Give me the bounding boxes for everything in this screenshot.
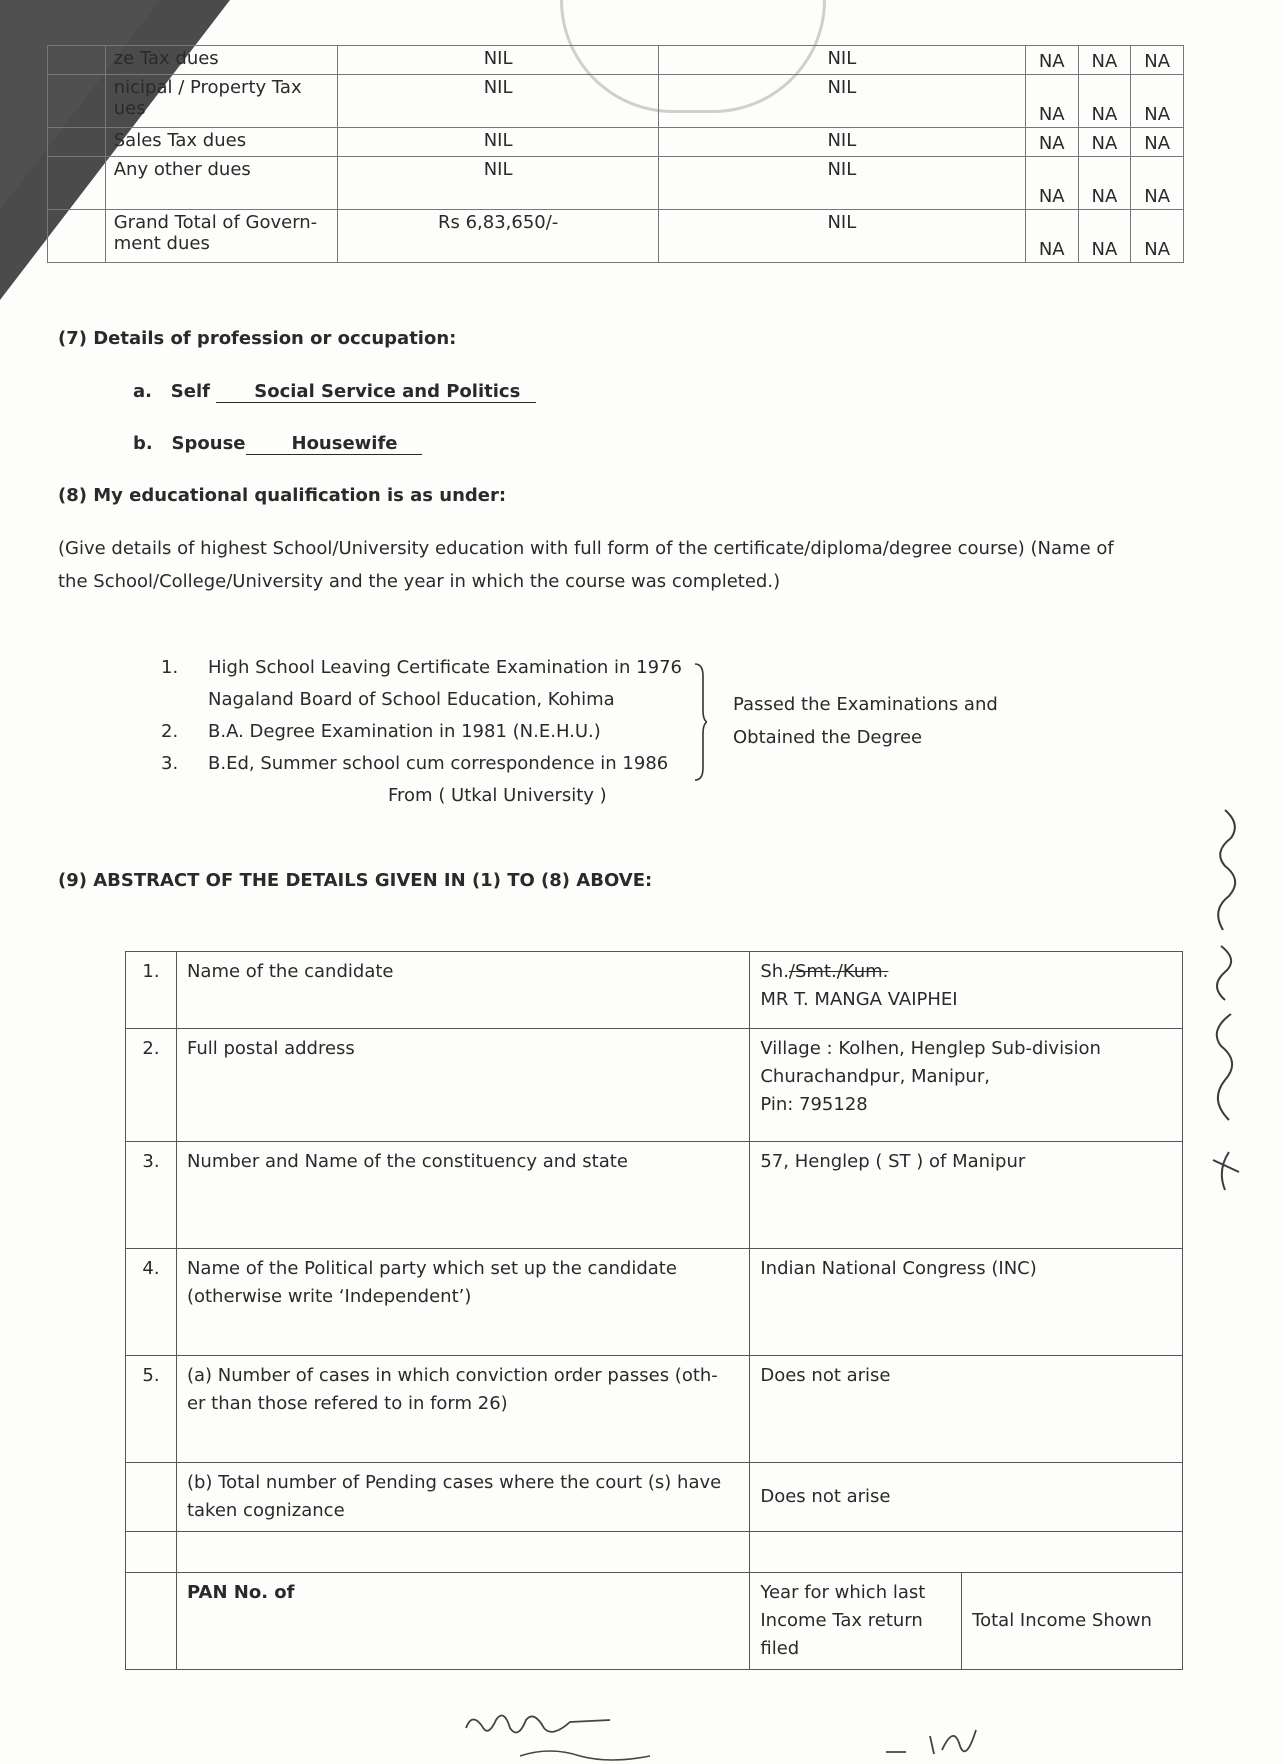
dues-cell-blank xyxy=(48,75,106,128)
education-item-detail: Nagaland Board of School Education, Kohima xyxy=(208,689,615,710)
abstract-row: (b) Total number of Pending cases where the court (s) have taken cognizance Does not arise xyxy=(126,1463,1183,1532)
dues-cell: NIL xyxy=(338,157,658,210)
occupation-self-row xyxy=(133,381,536,403)
handwritten-signature-bottom xyxy=(460,1698,710,1764)
dues-cell: NA xyxy=(1131,46,1184,75)
dues-cell: NA xyxy=(1078,157,1131,210)
right-brace xyxy=(693,662,707,782)
dues-cell-blank xyxy=(48,210,106,263)
dues-cell: NA xyxy=(1131,210,1184,263)
dues-cell: ze Tax dues xyxy=(105,46,338,75)
dues-cell: Grand Total of Govern- ment dues xyxy=(105,210,338,263)
dues-cell: NA xyxy=(1078,210,1131,263)
government-dues-table xyxy=(47,45,1184,263)
dues-row xyxy=(48,75,1184,128)
section9-heading: (9) ABSTRACT OF THE DETAILS GIVEN IN (1) TO (8) ABOVE: xyxy=(58,870,653,891)
dues-cell: NA xyxy=(1025,210,1078,263)
education-item-detail: From ( Utkal University ) xyxy=(388,785,607,806)
dues-cell: NA xyxy=(1078,75,1131,128)
abstract-table xyxy=(125,951,1183,1670)
abstract-row: 5. (a) Number of cases in which conviction order passes (oth- er than those refered to in form 26) Does not arise xyxy=(126,1356,1183,1463)
dues-cell: NIL xyxy=(658,46,1025,75)
dues-cell: NIL xyxy=(338,75,658,128)
dues-cell: Any other dues xyxy=(105,157,338,210)
occupation-spouse-label: Spouse xyxy=(171,433,246,454)
occupation-self-value: Social Service and Politics xyxy=(254,381,521,402)
dues-cell: NIL xyxy=(338,128,658,157)
education-instruction-line2: the School/College/University and the year in which the course was completed.) xyxy=(58,571,781,592)
abstract-row: 3. Number and Name of the constituency and state 57, Henglep ( ST ) of Manipur xyxy=(126,1142,1183,1249)
dues-cell-blank xyxy=(48,46,106,75)
dues-cell: Sales Tax dues xyxy=(105,128,338,157)
dues-cell: NA xyxy=(1131,157,1184,210)
dues-cell: NA xyxy=(1025,157,1078,210)
dues-cell: NA xyxy=(1025,46,1078,75)
dues-cell: NA xyxy=(1025,75,1078,128)
education-instruction-line1: (Give details of highest School/University education with full form of the certificate/diploma/degree course) (Name of xyxy=(58,538,1114,559)
abstract-row: 2. Full postal address Village : Kolhen, Henglep Sub-division Churachandpur, Manipur, Pin: 795128 xyxy=(126,1029,1183,1142)
dues-cell: NIL xyxy=(658,157,1025,210)
dues-cell: NIL xyxy=(658,128,1025,157)
dues-cell: NIL xyxy=(658,75,1025,128)
occupation-spouse-value: Housewife xyxy=(291,433,398,454)
occupation-spouse-row xyxy=(133,433,422,455)
section7-heading: (7) Details of profession or occupation: xyxy=(58,328,457,349)
education-item: 2. B.A. Degree Examination in 1981 (N.E.H.U.) xyxy=(161,721,601,742)
dues-cell: NA xyxy=(1131,128,1184,157)
dues-cell: NIL xyxy=(338,46,658,75)
dues-row xyxy=(48,210,1184,263)
dues-cell-blank xyxy=(48,128,106,157)
education-item: 3. B.Ed, Summer school cum correspondence in 1986 xyxy=(161,753,669,774)
abstract-row: 4. Name of the Political party which set up the candidate (otherwise write ‘Independent’) Indian National Congress (INC) xyxy=(126,1249,1183,1356)
education-item: 1. High School Leaving Certificate Examination in 1976 xyxy=(161,657,682,678)
abstract-row-pan: PAN No. of Year for which last Income Tax return filed Total Income Shown xyxy=(126,1573,1183,1670)
section8-heading: (8) My educational qualification is as under: xyxy=(58,485,507,506)
dues-cell: NA xyxy=(1131,75,1184,128)
education-result-line2: Obtained the Degree xyxy=(733,727,923,748)
occupation-self-prefix: a. xyxy=(133,381,152,402)
dues-cell-blank xyxy=(48,157,106,210)
dues-cell: NA xyxy=(1078,128,1131,157)
handwritten-mark-bottom xyxy=(880,1720,980,1764)
dues-cell: NA xyxy=(1078,46,1131,75)
abstract-row: 1. Name of the candidate Sh./Smt./Kum. MR T. MANGA VAIPHEI xyxy=(126,952,1183,1029)
abstract-row-blank xyxy=(126,1532,1183,1573)
occupation-self-label: Self xyxy=(170,381,210,402)
handwritten-signature-right xyxy=(1195,800,1255,1200)
dues-cell: NA xyxy=(1025,128,1078,157)
dues-row xyxy=(48,157,1184,210)
education-result-line1: Passed the Examinations and xyxy=(733,694,998,715)
dues-cell: nicipal / Property Tax ues xyxy=(105,75,338,128)
education-result xyxy=(733,688,998,754)
dues-cell: Rs 6,83,650/- xyxy=(338,210,658,263)
dues-row xyxy=(48,128,1184,157)
education-list xyxy=(161,652,682,812)
occupation-spouse-prefix: b. xyxy=(133,433,153,454)
dues-row xyxy=(48,46,1184,75)
dues-cell: NIL xyxy=(658,210,1025,263)
